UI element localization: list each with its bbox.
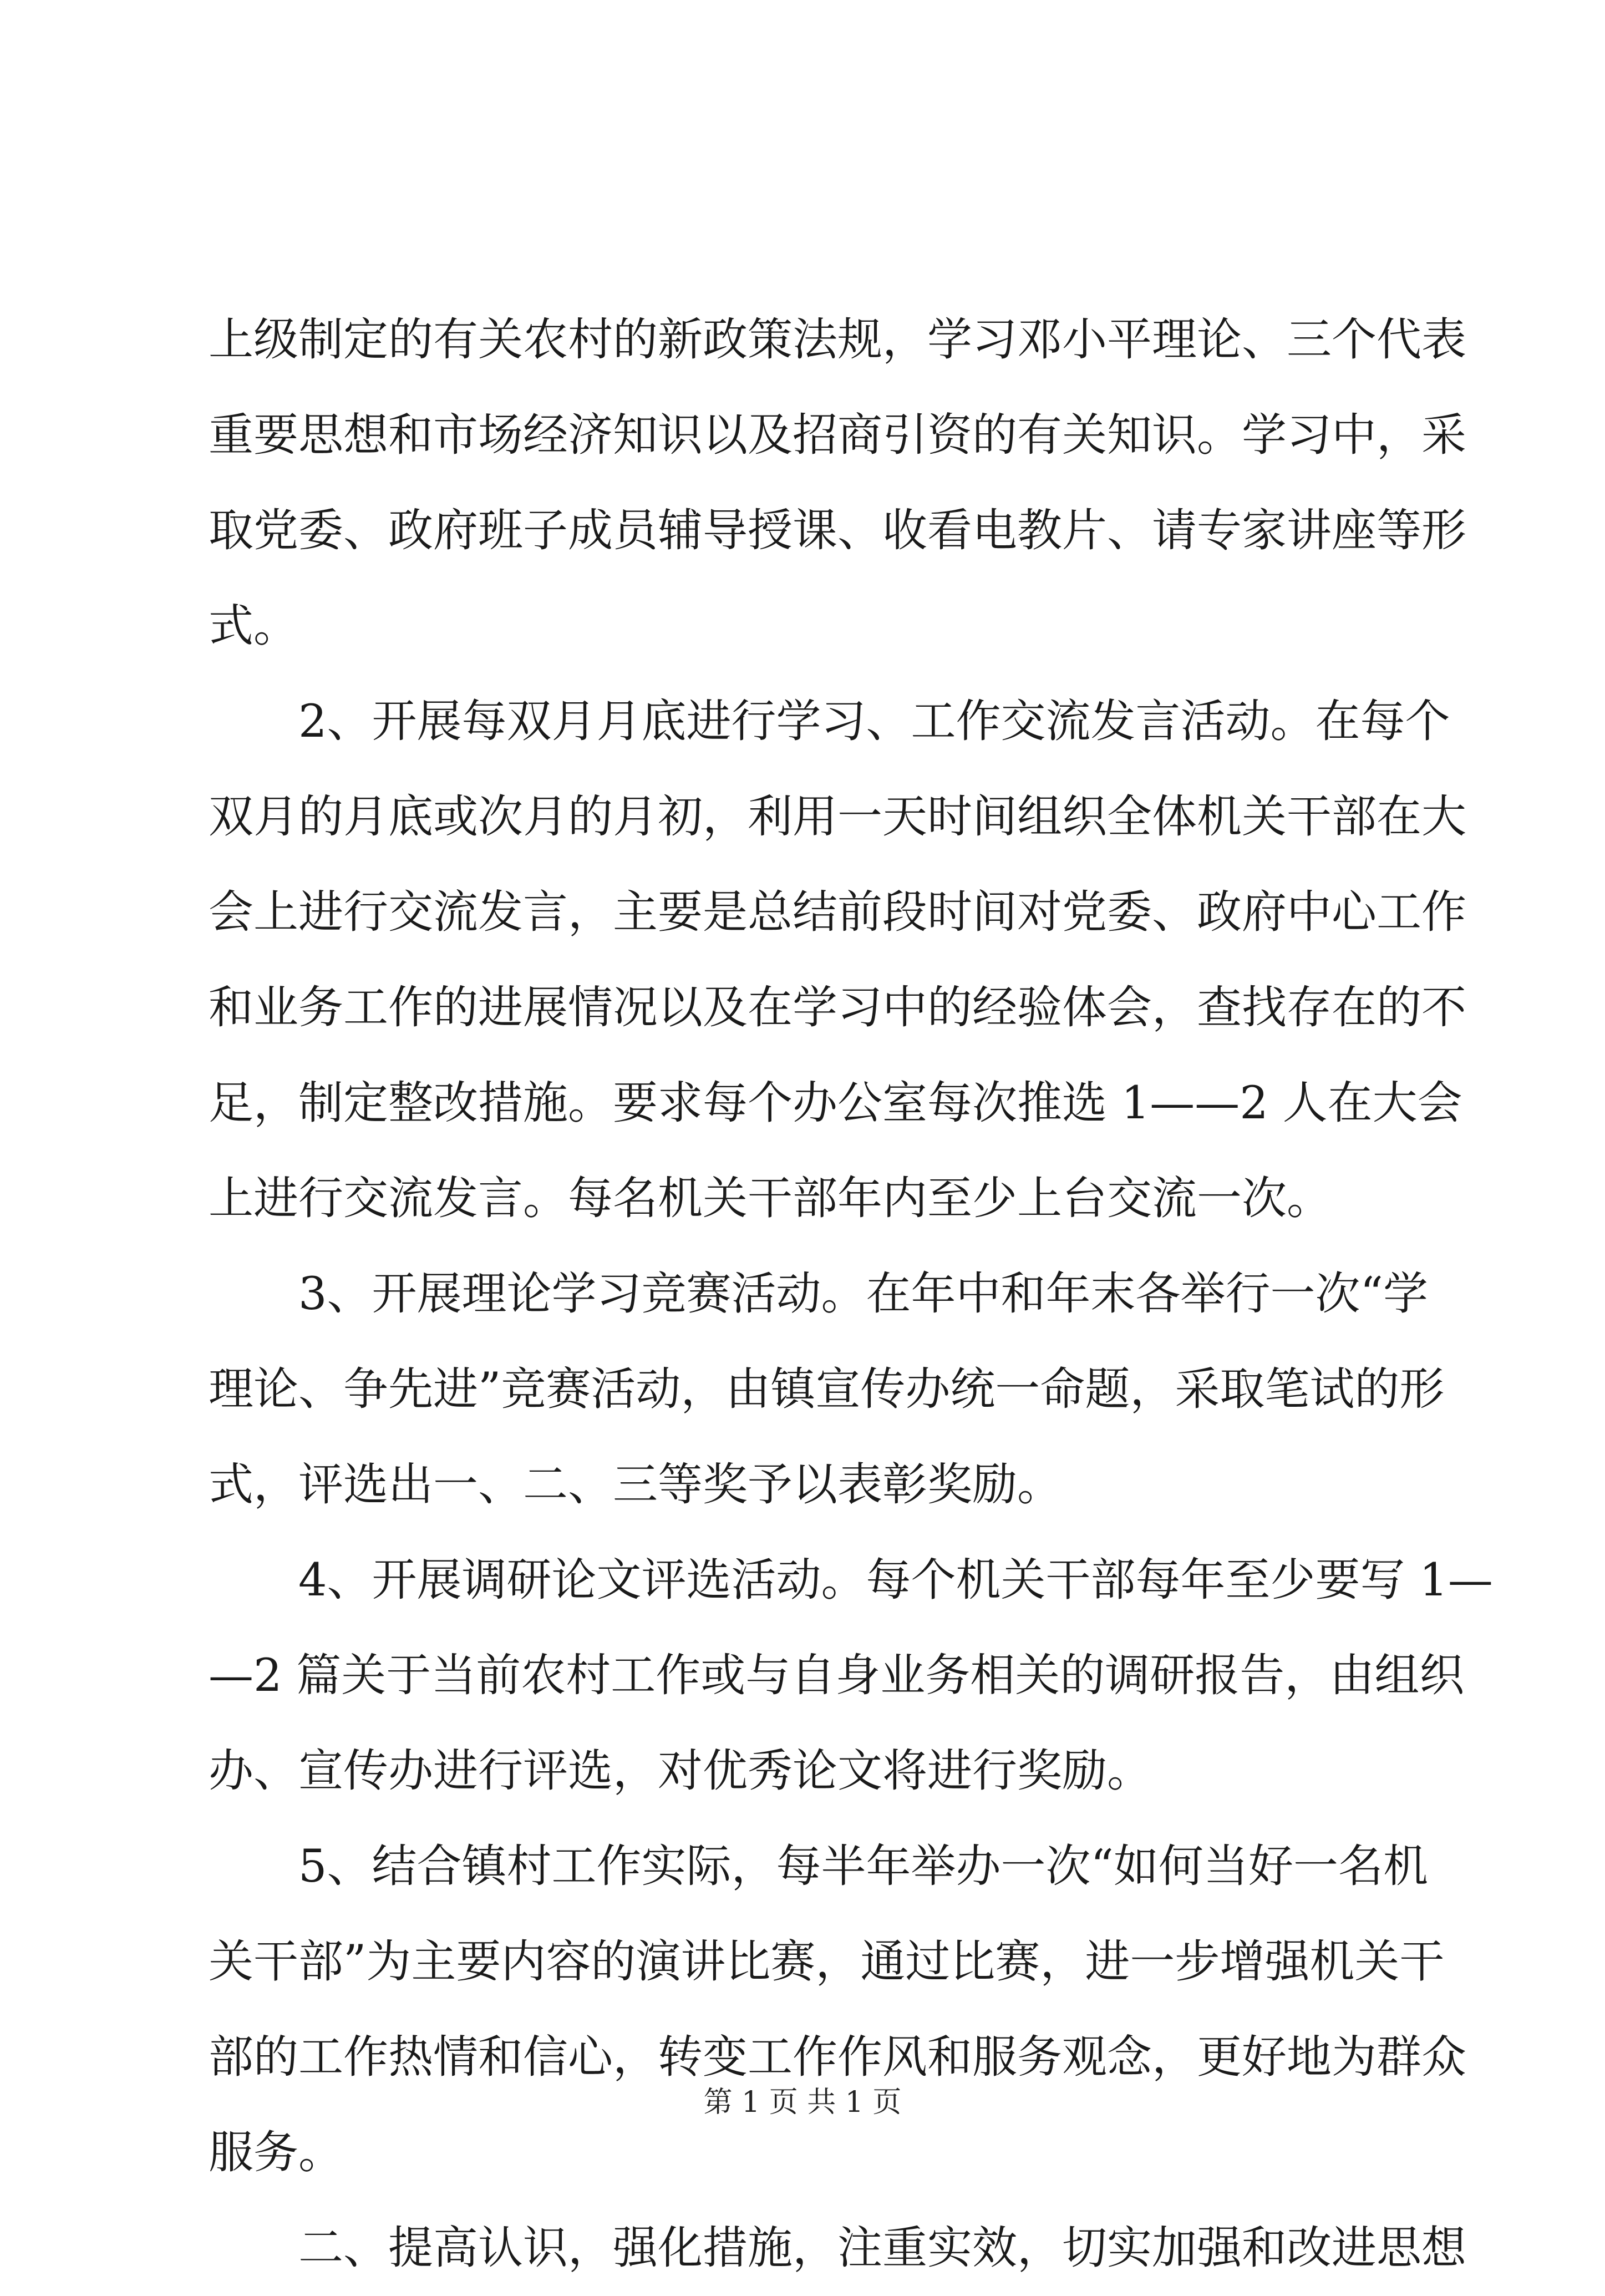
text-line: 重要思想和市场经济知识以及招商引资的有关知识。学习中，采	[209, 409, 1467, 462]
document-body	[209, 292, 1493, 2296]
text-line: 取党委、政府班子成员辅导授课、收看电教片、请专家讲座等形	[209, 505, 1467, 557]
text-line: 和业务工作的进展情况以及在学习中的经验体会，查找存在的不	[209, 982, 1467, 1034]
text-line: 式，评选出一、二、三等奖予以表彰奖励。	[209, 1459, 1063, 1511]
text-line: 4、开展调研论文评选活动。每个机关干部每年至少要写 1—	[209, 1554, 1493, 1606]
text-line: 部的工作热情和信心，转变工作作风和服务观念，更好地为群众	[209, 2031, 1467, 2084]
text-line: 关干部”为主要内容的演讲比赛，通过比赛，进一步增强机关干	[209, 1936, 1445, 1988]
text-line: 办、宣传办进行评选，对优秀论文将进行奖励。	[209, 1745, 1152, 1797]
text-line: 2、开展每双月月底进行学习、工作交流发言活动。在每个	[209, 696, 1450, 748]
text-line: 会上进行交流发言，主要是总结前段时间对党委、政府中心工作	[209, 886, 1467, 939]
page-footer: 第 1 页 共 1 页	[703, 2086, 902, 2119]
text-line: 二、提高认识，强化措施，注重实效，切实加强和改进思想	[209, 2222, 1467, 2274]
text-line: 5、结合镇村工作实际，每半年举办一次“如何当好一名机	[209, 1841, 1428, 1893]
text-line: 式。	[209, 600, 299, 652]
text-line: 双月的月底或次月的月初，利用一天时间组织全体机关干部在大	[209, 791, 1467, 843]
text-line: —2 篇关于当前农村工作或与自身业务相关的调研报告，由组织	[209, 1650, 1465, 1702]
text-line: 3、开展理论学习竞赛活动。在年中和年末各举行一次“学	[209, 1268, 1428, 1320]
text-line: 上进行交流发言。每名机关干部年内至少上台交流一次。	[209, 1173, 1332, 1225]
text-line: 上级制定的有关农村的新政策法规，学习邓小平理论、三个代表	[209, 314, 1467, 366]
text-line: 理论、争先进”竞赛活动，由镇宣传办统一命题，采取笔试的形	[209, 1364, 1445, 1416]
text-line: 服务。	[209, 2127, 344, 2179]
text-line: 足，制定整改措施。要求每个办公室每次推选 1——2 人在大会	[209, 1077, 1462, 1129]
